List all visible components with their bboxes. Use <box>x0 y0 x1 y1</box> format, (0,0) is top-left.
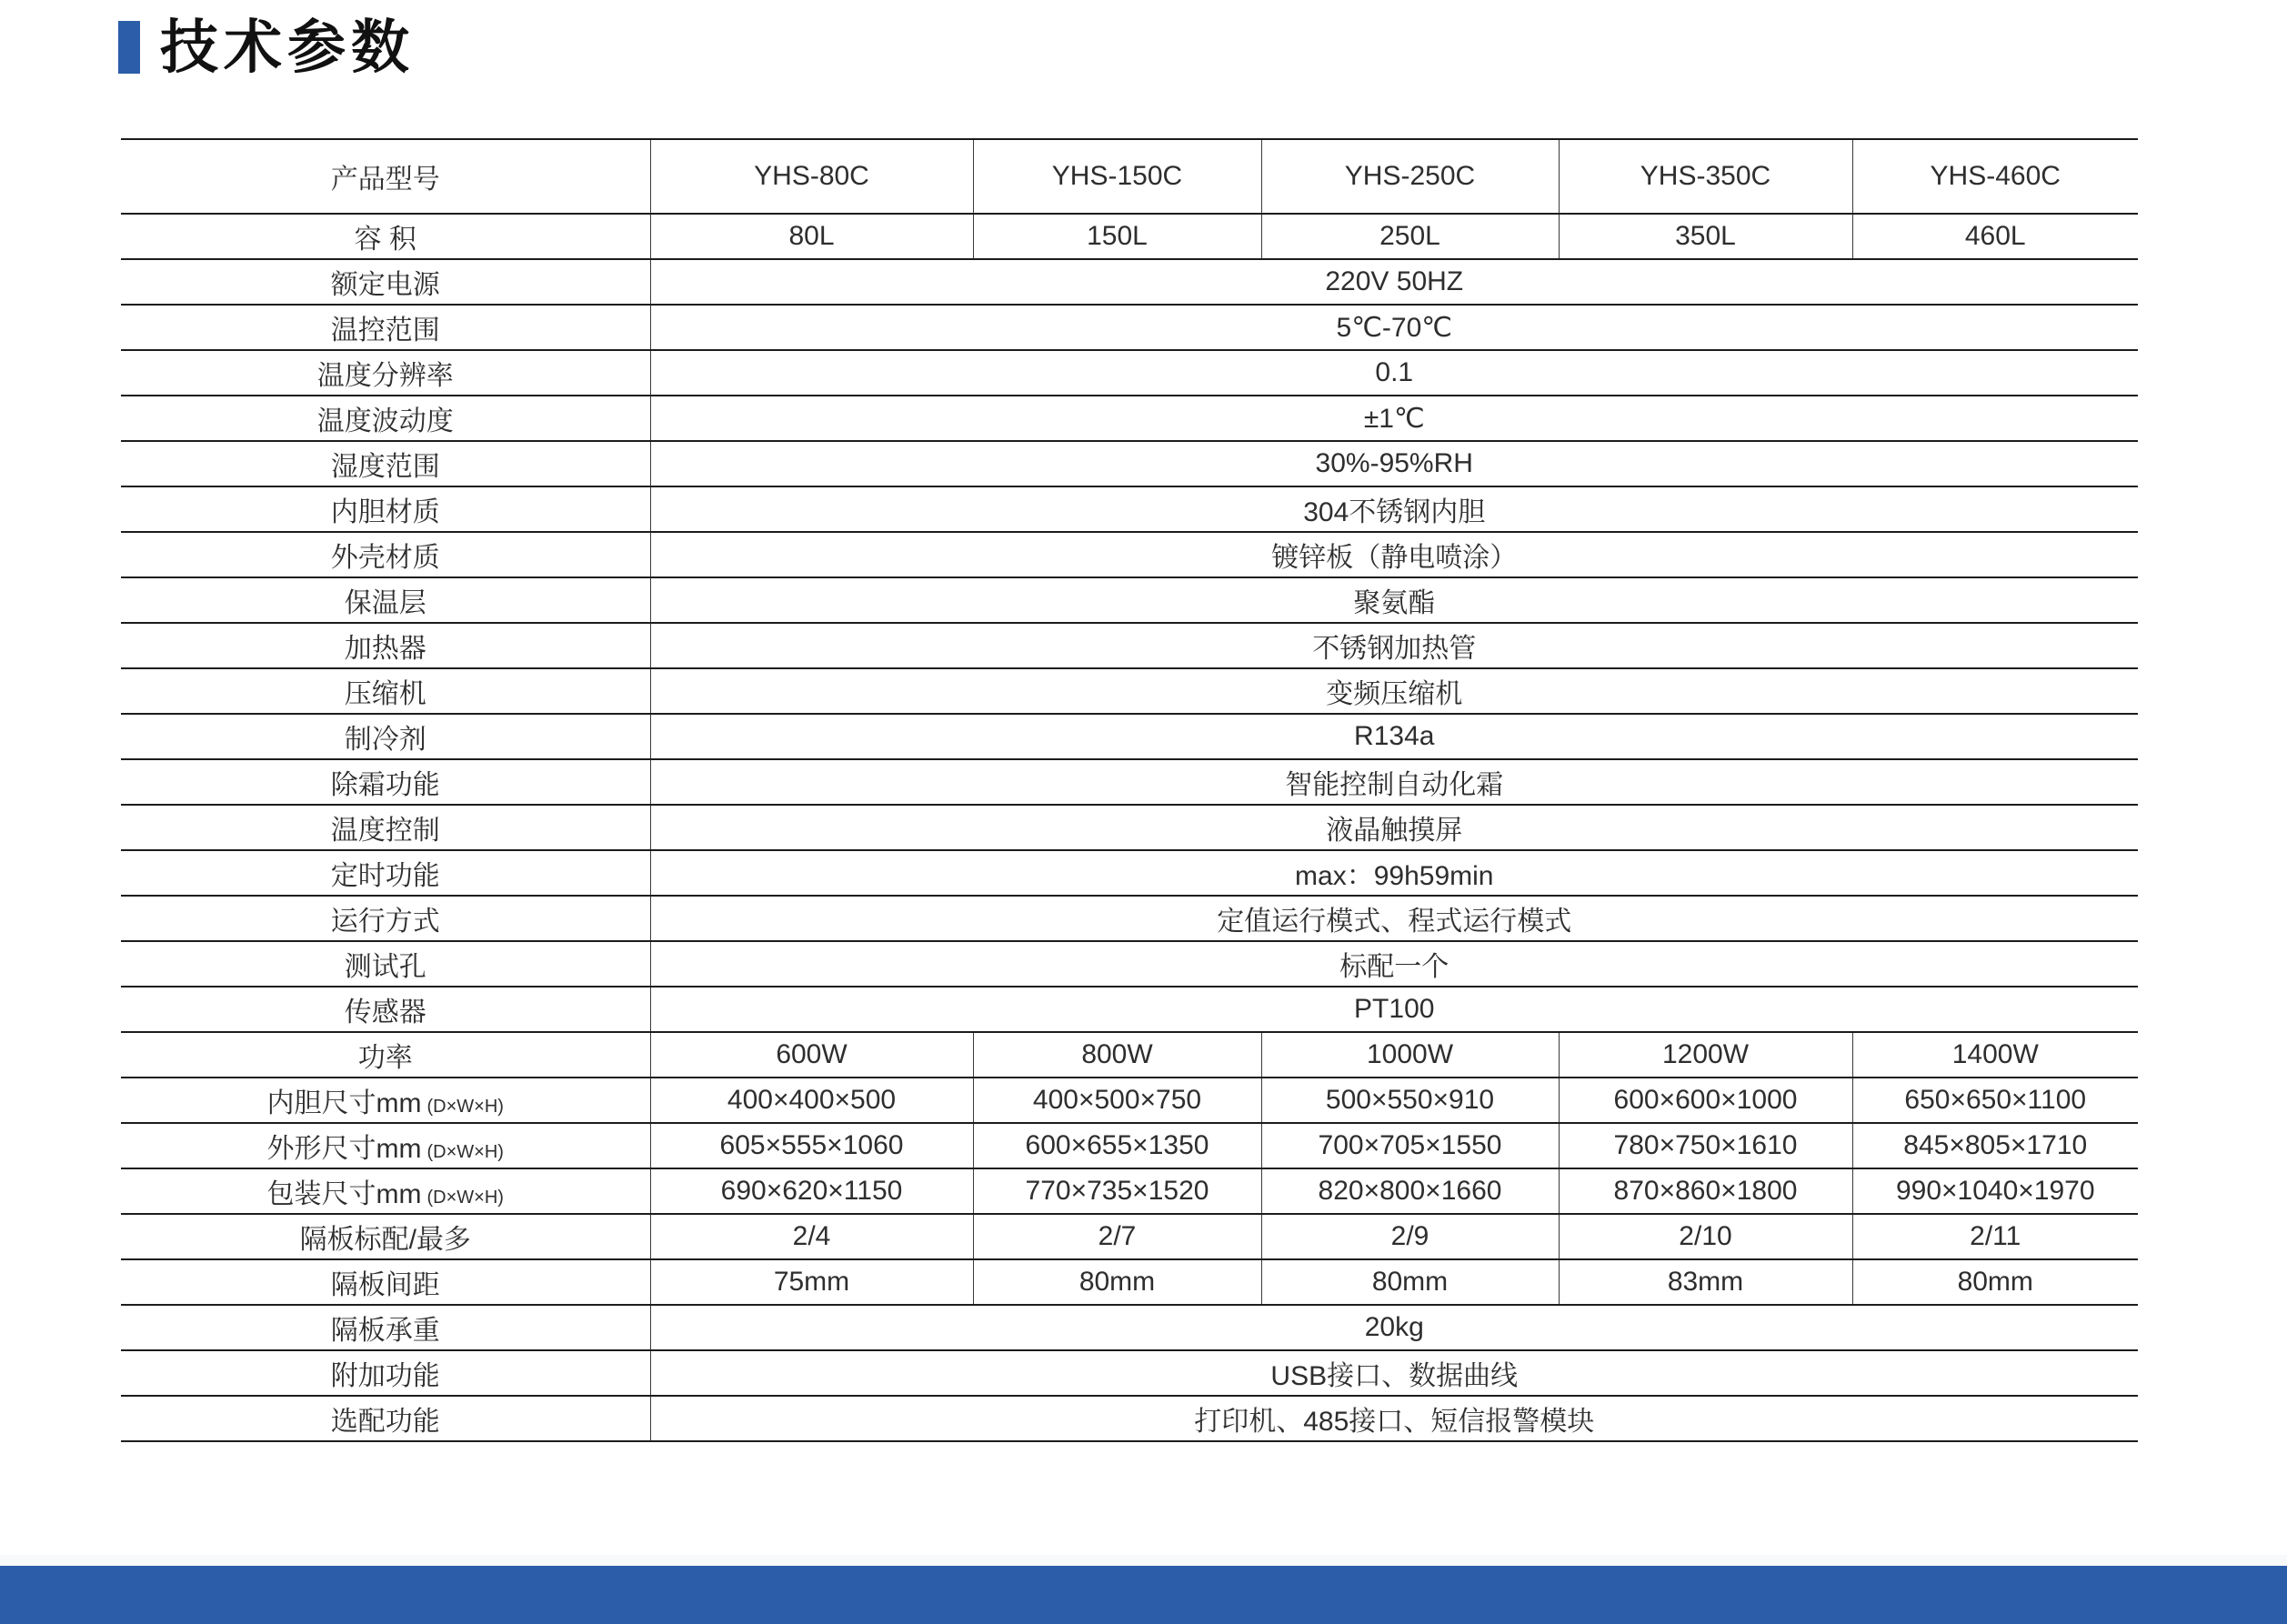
row-label-text: 外壳材质 <box>330 543 440 573</box>
row-label <box>121 1305 650 1350</box>
row-label-text: 传感器 <box>344 997 426 1028</box>
row-label <box>121 623 650 668</box>
spec-row <box>121 668 2138 714</box>
spec-value-span: 智能控制自动化霜 <box>650 759 2138 805</box>
spec-row <box>121 441 2138 486</box>
row-label-text: 额定电源 <box>330 270 440 300</box>
spec-value: 690×620×1150 <box>650 1168 973 1214</box>
row-label-text: 内胆材质 <box>330 497 440 527</box>
row-sublabel-text: (D×W×H) <box>426 1097 504 1117</box>
spec-row <box>121 987 2138 1032</box>
spec-value-span: max：99h59min <box>650 850 2138 896</box>
spec-row <box>121 850 2138 896</box>
row-label <box>121 714 650 759</box>
spec-value: 80mm <box>1261 1259 1559 1305</box>
spec-value: 460L <box>1852 214 2138 259</box>
row-label-text: 运行方式 <box>330 907 440 937</box>
spec-value: 75mm <box>650 1259 973 1305</box>
header-label-cell: 产品型号 <box>121 139 650 214</box>
spec-value: 250L <box>1261 214 1559 259</box>
spec-value: 2/4 <box>650 1214 973 1259</box>
row-label-text: 包装尺寸mm <box>266 1179 422 1209</box>
model-name-cell: YHS-350C <box>1559 139 1852 214</box>
spec-value: 845×805×1710 <box>1852 1123 2138 1168</box>
row-label <box>121 941 650 987</box>
spec-value: 1000W <box>1261 1032 1559 1078</box>
spec-value: 770×735×1520 <box>973 1168 1261 1214</box>
row-label <box>121 1214 650 1259</box>
row-label <box>121 987 650 1032</box>
row-label-text: 制冷剂 <box>344 725 426 755</box>
row-label <box>121 759 650 805</box>
spec-value: 80L <box>650 214 973 259</box>
row-label-text: 定时功能 <box>330 861 440 891</box>
spec-value: 80mm <box>973 1259 1261 1305</box>
row-label <box>121 214 650 259</box>
spec-value: 650×650×1100 <box>1852 1078 2138 1123</box>
page-header <box>118 15 415 80</box>
row-label <box>121 1032 650 1078</box>
row-label-text: 附加功能 <box>330 1361 440 1391</box>
spec-value: 605×555×1060 <box>650 1123 973 1168</box>
spec-value: 500×550×910 <box>1261 1078 1559 1123</box>
spec-row <box>121 259 2138 305</box>
row-label <box>121 1396 650 1441</box>
spec-value: 600W <box>650 1032 973 1078</box>
row-label <box>121 486 650 532</box>
spec-row <box>121 805 2138 850</box>
spec-value: 870×860×1800 <box>1559 1168 1852 1214</box>
row-label-text: 测试孔 <box>344 952 426 982</box>
spec-value-span: 标配一个 <box>650 941 2138 987</box>
spec-value: 400×400×500 <box>650 1078 973 1123</box>
model-name-cell: YHS-250C <box>1261 139 1559 214</box>
spec-value-span: 220V 50HZ <box>650 259 2138 305</box>
spec-value: 1200W <box>1559 1032 1852 1078</box>
spec-row <box>121 623 2138 668</box>
spec-row <box>121 1350 2138 1396</box>
spec-value: 350L <box>1559 214 1852 259</box>
spec-row <box>121 1214 2138 1259</box>
spec-row <box>121 350 2138 396</box>
row-label <box>121 305 650 350</box>
spec-value-span: 不锈钢加热管 <box>650 623 2138 668</box>
spec-value-span: 聚氨酯 <box>650 577 2138 623</box>
spec-row <box>121 532 2138 577</box>
spec-row <box>121 1168 2138 1214</box>
row-label-text: 隔板承重 <box>330 1316 440 1346</box>
spec-value-span: 变频压缩机 <box>650 668 2138 714</box>
title-accent-bar-icon <box>118 21 140 74</box>
model-header-row <box>121 139 2138 214</box>
row-label-text: 功率 <box>357 1043 413 1073</box>
spec-value: 780×750×1610 <box>1559 1123 1852 1168</box>
row-label-text: 温度分辨率 <box>316 361 454 391</box>
spec-value-span: 液晶触摸屏 <box>650 805 2138 850</box>
row-label-text: 内胆尺寸mm <box>266 1088 422 1118</box>
row-label <box>121 668 650 714</box>
spec-row <box>121 577 2138 623</box>
spec-value-span: 打印机、485接口、短信报警模块 <box>650 1396 2138 1441</box>
spec-value-span: 30%-95%RH <box>650 441 2138 486</box>
row-label-text: 温度波动度 <box>316 406 454 436</box>
spec-value: 990×1040×1970 <box>1852 1168 2138 1214</box>
row-label <box>121 577 650 623</box>
footer-light-strip <box>0 1555 2287 1566</box>
row-label <box>121 1259 650 1305</box>
row-label <box>121 259 650 305</box>
spec-value-span: 定值运行模式、程式运行模式 <box>650 896 2138 941</box>
spec-row <box>121 1078 2138 1123</box>
page-title: 技术参数 <box>160 15 415 80</box>
spec-row <box>121 214 2138 259</box>
row-label-text: 隔板间距 <box>330 1270 440 1300</box>
spec-value-span: ±1℃ <box>650 396 2138 441</box>
row-label <box>121 350 650 396</box>
row-label <box>121 1123 650 1168</box>
row-label-text: 加热器 <box>344 634 426 664</box>
row-label-text: 容 积 <box>354 225 416 255</box>
spec-value: 800W <box>973 1032 1261 1078</box>
spec-table <box>121 138 2138 1442</box>
spec-value: 400×500×750 <box>973 1078 1261 1123</box>
row-sublabel-text: (D×W×H) <box>426 1142 504 1162</box>
spec-value-span: 304不锈钢内胆 <box>650 486 2138 532</box>
row-label <box>121 850 650 896</box>
spec-value-span: R134a <box>650 714 2138 759</box>
row-label <box>121 1078 650 1123</box>
spec-value: 700×705×1550 <box>1261 1123 1559 1168</box>
spec-row <box>121 305 2138 350</box>
spec-value: 600×655×1350 <box>973 1123 1261 1168</box>
spec-row <box>121 1305 2138 1350</box>
spec-value: 2/7 <box>973 1214 1261 1259</box>
spec-value-span: PT100 <box>650 987 2138 1032</box>
row-label <box>121 896 650 941</box>
spec-value: 2/11 <box>1852 1214 2138 1259</box>
spec-row <box>121 486 2138 532</box>
spec-row <box>121 896 2138 941</box>
spec-row <box>121 714 2138 759</box>
row-label-text: 除霜功能 <box>330 770 440 800</box>
row-label-text: 选配功能 <box>330 1407 440 1437</box>
row-label-text: 温度控制 <box>330 816 440 846</box>
row-label <box>121 805 650 850</box>
row-label <box>121 1168 650 1214</box>
row-label-text: 隔板标配/最多 <box>299 1225 471 1255</box>
spec-value-span: USB接口、数据曲线 <box>650 1350 2138 1396</box>
row-label <box>121 532 650 577</box>
spec-row <box>121 1123 2138 1168</box>
spec-table-body <box>121 214 2138 1441</box>
model-name-cell: YHS-150C <box>973 139 1261 214</box>
row-label-text: 湿度范围 <box>330 452 440 482</box>
spec-value-span: 20kg <box>650 1305 2138 1350</box>
spec-row <box>121 1032 2138 1078</box>
row-label-text: 外形尺寸mm <box>266 1134 422 1164</box>
spec-value: 83mm <box>1559 1259 1852 1305</box>
row-label-text: 保温层 <box>344 588 426 618</box>
row-label <box>121 396 650 441</box>
spec-row <box>121 396 2138 441</box>
row-label <box>121 441 650 486</box>
row-sublabel-text: (D×W×H) <box>426 1188 504 1208</box>
spec-row <box>121 1259 2138 1305</box>
spec-row <box>121 1396 2138 1441</box>
row-label <box>121 1350 650 1396</box>
spec-value: 820×800×1660 <box>1261 1168 1559 1214</box>
footer-accent-bar <box>0 1566 2287 1624</box>
row-label-text: 温控范围 <box>330 316 440 346</box>
spec-value-span: 5℃-70℃ <box>650 305 2138 350</box>
spec-value: 80mm <box>1852 1259 2138 1305</box>
spec-value: 1400W <box>1852 1032 2138 1078</box>
row-label-text: 压缩机 <box>344 679 426 709</box>
spec-value: 600×600×1000 <box>1559 1078 1852 1123</box>
spec-value-span: 镀锌板（静电喷涂） <box>650 532 2138 577</box>
spec-value: 150L <box>973 214 1261 259</box>
spec-value: 2/10 <box>1559 1214 1852 1259</box>
spec-value-span: 0.1 <box>650 350 2138 396</box>
spec-value: 2/9 <box>1261 1214 1559 1259</box>
model-name-cell: YHS-460C <box>1852 139 2138 214</box>
model-name-cell: YHS-80C <box>650 139 973 214</box>
spec-row <box>121 759 2138 805</box>
spec-row <box>121 941 2138 987</box>
